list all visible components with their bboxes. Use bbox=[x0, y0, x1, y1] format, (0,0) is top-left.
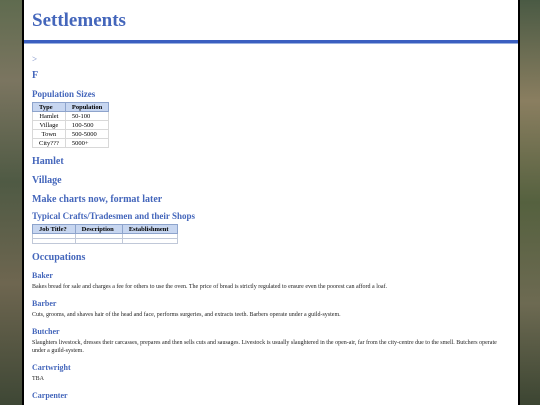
population-table bbox=[32, 102, 109, 148]
breadcrumb[interactable]: > bbox=[32, 54, 38, 64]
cell-type: Town bbox=[33, 130, 66, 139]
cell-type: Village bbox=[33, 121, 66, 130]
hamlet-heading: Hamlet bbox=[32, 156, 64, 167]
empty-cell bbox=[33, 239, 76, 244]
cell-population: 5000+ bbox=[65, 139, 108, 148]
section-letter: F bbox=[32, 70, 39, 81]
occupation-name: Carpenter bbox=[32, 391, 68, 401]
occupation-description: Bakes bread for sale and charges a fee for others to use the oven. The price of bread is strictly regulated to ensure even the poorest can afford a loaf. bbox=[32, 284, 388, 290]
occupation-name: Baker bbox=[32, 271, 53, 280]
empty-cell bbox=[75, 239, 122, 244]
occupation-description: Cuts, grooms, and shaves hair of the head and face, performs surgeries, and extracts teeth. Barbers operate under a guild-system. bbox=[32, 312, 341, 319]
cell-type: City??? bbox=[33, 139, 66, 148]
population-heading: Population Sizes bbox=[32, 89, 96, 99]
page-title: Settlements bbox=[32, 10, 126, 31]
empty-cell bbox=[122, 239, 177, 244]
table-row bbox=[33, 121, 109, 130]
cell-population: 500-5000 bbox=[65, 130, 108, 139]
occupation-description: TBA bbox=[32, 376, 44, 383]
cell-population: 50-100 bbox=[65, 112, 108, 121]
column-header-establishment: Establishment bbox=[122, 225, 177, 234]
page-content bbox=[24, 44, 518, 405]
village-heading: Village bbox=[32, 175, 62, 186]
occupations-heading: Occupations bbox=[32, 252, 86, 263]
occupation-name: Cartwright bbox=[32, 363, 71, 373]
column-header-job-title: Job Title? bbox=[33, 225, 76, 234]
table-row bbox=[33, 112, 109, 121]
column-header-type: Type bbox=[33, 103, 66, 112]
crafts-table bbox=[32, 224, 178, 244]
content-page bbox=[22, 0, 520, 405]
table-row bbox=[33, 139, 109, 148]
cell-type: Hamlet bbox=[33, 112, 66, 121]
background-painting-right bbox=[520, 0, 540, 405]
background-painting-left bbox=[0, 0, 22, 405]
column-header-population: Population bbox=[65, 103, 108, 112]
occupation-name: Butcher bbox=[32, 327, 60, 337]
table-row bbox=[33, 239, 178, 244]
cell-population: 100-500 bbox=[65, 121, 108, 130]
occupation-description: Slaughters livestock, dresses their carcasses, prepares and then sells cuts and sausages. Livestock is usually slaughtered in the open-air, far from the city-centre due to the smell. Butchers operate under a guild-system. bbox=[32, 340, 497, 355]
table-row bbox=[33, 130, 109, 139]
occupation-name: Barber bbox=[32, 299, 57, 309]
charts-note-heading: Make charts now, format later bbox=[32, 194, 163, 205]
column-header-description: Description bbox=[75, 225, 122, 234]
crafts-heading: Typical Crafts/Tradesmen and their Shops bbox=[32, 211, 196, 221]
